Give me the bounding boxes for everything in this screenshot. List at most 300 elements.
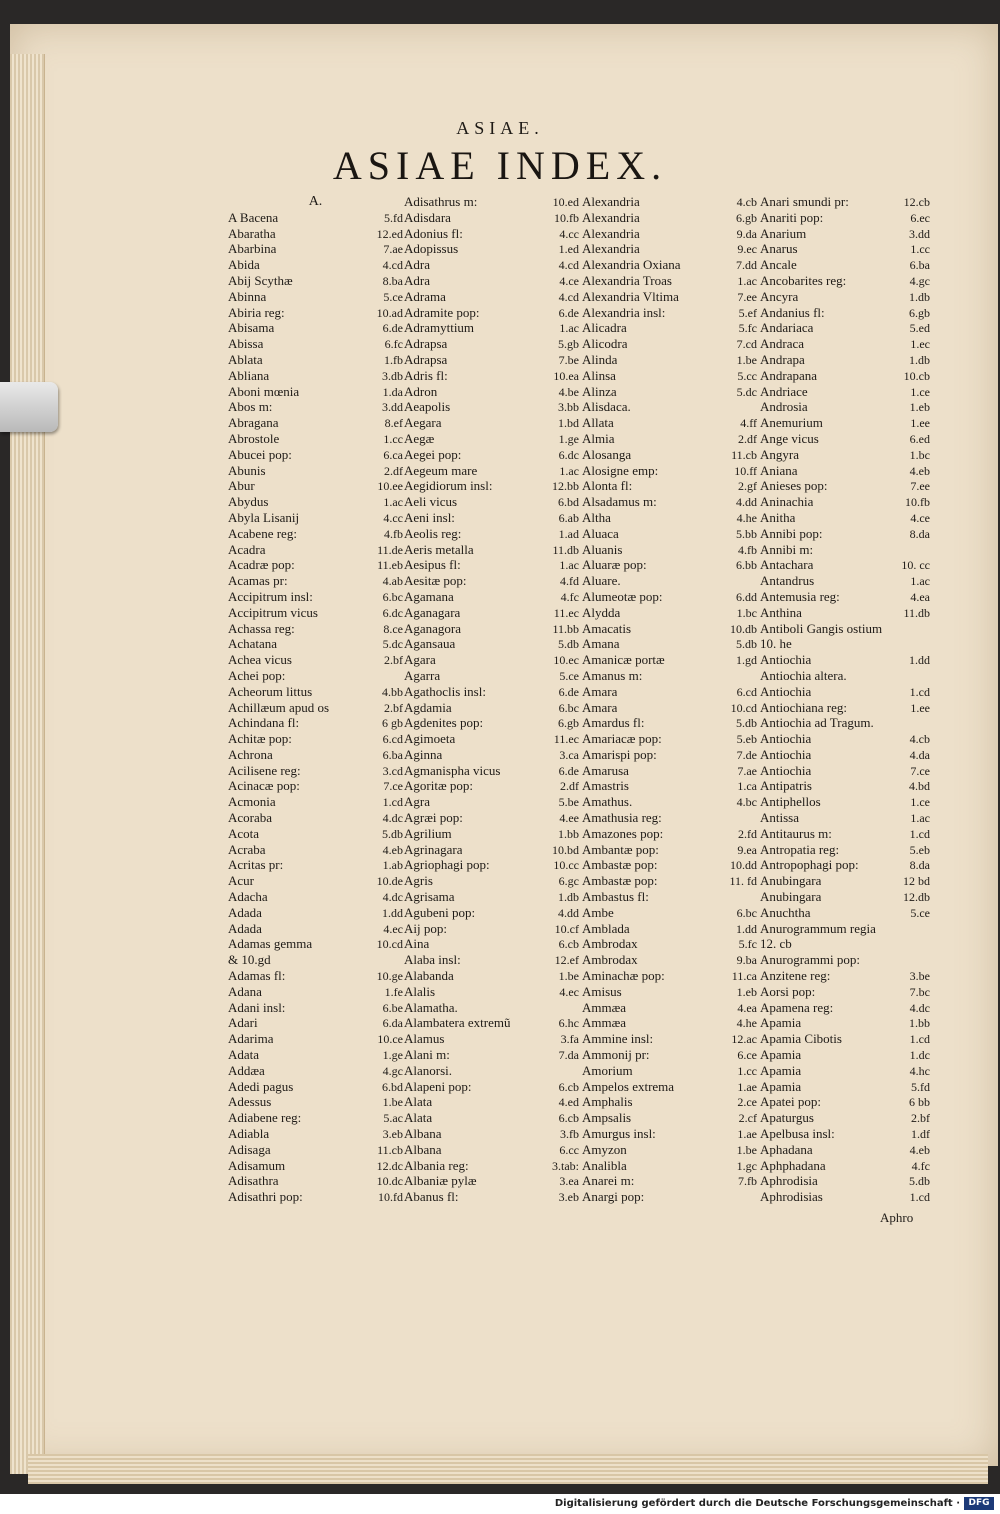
- index-entry: [404, 463, 579, 479]
- entry-name: Achatana: [228, 636, 278, 652]
- entry-reference: 11.db: [903, 605, 930, 620]
- entry-reference: 5.fd: [911, 1079, 930, 1094]
- index-entry: [404, 1142, 579, 1158]
- entry-reference: 6.da: [382, 1016, 403, 1031]
- index-entry: [582, 1189, 757, 1205]
- index-entry: [582, 336, 757, 352]
- index-entry: [228, 905, 403, 921]
- entry-reference: 1.ac: [559, 321, 579, 336]
- entry-reference: 1.ca: [737, 779, 757, 794]
- index-entry: [582, 684, 757, 700]
- entry-name: Anarus: [760, 241, 798, 257]
- entry-name: Albana: [404, 1141, 442, 1157]
- entry-reference: 7.bc: [909, 984, 930, 999]
- index-entry: [582, 241, 757, 257]
- entry-name: Ampsalis: [582, 1110, 632, 1126]
- entry-reference: 1.be: [558, 969, 579, 984]
- entry-reference: 6 bb: [909, 1095, 930, 1110]
- index-entry: [582, 1047, 757, 1063]
- index-entry: [582, 478, 757, 494]
- entry-name: Anitha: [760, 509, 796, 525]
- entry-reference: 9.ea: [737, 842, 757, 857]
- entry-name: Abissa: [228, 336, 264, 352]
- index-entry: [228, 352, 403, 368]
- index-entry: [228, 1189, 403, 1205]
- page-clip-tab: [0, 382, 58, 432]
- index-entry: [760, 526, 930, 542]
- index-entry: [228, 936, 403, 952]
- index-entry: [760, 842, 930, 858]
- index-entry: [582, 1110, 757, 1126]
- entry-name: Ambastus fl:: [582, 889, 649, 905]
- index-entry: [760, 226, 930, 242]
- entry-reference: 1.gc: [736, 1158, 757, 1173]
- index-entry: [228, 494, 403, 510]
- index-entry: [228, 794, 403, 810]
- entry-reference: 1.cc: [383, 431, 403, 446]
- entry-name: Adada: [228, 920, 262, 936]
- entry-reference: 7.be: [558, 352, 579, 367]
- entry-reference: 1.gd: [736, 653, 757, 668]
- index-entry: [582, 605, 757, 621]
- entry-name: Amariacæ pop:: [582, 731, 662, 747]
- entry-name: Anzitene reg:: [760, 968, 831, 984]
- index-entry: [582, 447, 757, 463]
- entry-reference: 4.ce: [910, 510, 930, 525]
- entry-name: Antiboli Gangis ostium: [760, 620, 883, 636]
- entry-reference: 4.cc: [383, 510, 403, 525]
- entry-name: Apamia Cibotis: [760, 1031, 842, 1047]
- index-entry: [582, 273, 757, 289]
- entry-reference: 7.ee: [910, 479, 930, 494]
- entry-name: Adron: [404, 383, 438, 399]
- entry-name: Aminachæ pop:: [582, 968, 665, 984]
- entry-name: Aij pop:: [404, 920, 447, 936]
- entry-name: Amathusia reg:: [582, 810, 662, 826]
- entry-name: Adisathrus m:: [404, 194, 478, 209]
- index-entry: [404, 210, 579, 226]
- index-entry: [760, 826, 930, 842]
- index-entry: [404, 1031, 579, 1047]
- entry-name: Aginna: [404, 746, 443, 762]
- index-entry: [582, 778, 757, 794]
- index-entry: [760, 542, 930, 558]
- entry-name: 10. he: [760, 636, 792, 652]
- index-entry: [404, 700, 579, 716]
- index-entry: [404, 1079, 579, 1095]
- entry-name: Acamas pr:: [228, 573, 288, 589]
- entry-reference: 6.bd: [382, 1079, 403, 1094]
- index-entry: [228, 289, 403, 305]
- index-entry: [404, 889, 579, 905]
- entry-name: Amastris: [582, 778, 629, 794]
- index-entry: [760, 1000, 930, 1016]
- index-entry: [404, 810, 579, 826]
- index-entry: [228, 605, 403, 621]
- entry-name: Albaniæ pylæ: [404, 1173, 477, 1189]
- entry-reference: 6.cd: [382, 732, 403, 747]
- index-entry: [404, 589, 579, 605]
- entry-reference: 4.be: [558, 384, 579, 399]
- index-entry: [404, 842, 579, 858]
- index-entry: [404, 352, 579, 368]
- index-entry: [228, 1063, 403, 1079]
- index-entry: [582, 715, 757, 731]
- index-entry: [404, 384, 579, 400]
- entry-name: Ambastæ pop:: [582, 873, 658, 889]
- entry-name: Antiochia altera.: [760, 667, 847, 683]
- entry-reference: 1.ad: [558, 526, 579, 541]
- index-entry: [228, 621, 403, 637]
- index-entry: [404, 305, 579, 321]
- entry-reference: 5.dc: [736, 384, 757, 399]
- page-edge-bottom: [28, 1454, 988, 1484]
- entry-reference: 7.ae: [737, 763, 757, 778]
- entry-reference: 6.ce: [737, 1048, 757, 1063]
- entry-name: Aegei pop:: [404, 446, 462, 462]
- entry-name: Antiochia: [760, 683, 812, 699]
- entry-name: Annibi m:: [760, 541, 814, 557]
- entry-name: Adrapsa: [404, 351, 448, 367]
- entry-reference: 4.eb: [909, 1142, 930, 1157]
- entry-reference: 1.bd: [558, 416, 579, 431]
- entry-name: Ampelos extrema: [582, 1078, 675, 1094]
- index-entry: [760, 1173, 930, 1189]
- index-entry: [582, 921, 757, 937]
- entry-name: Adisathri pop:: [228, 1189, 303, 1205]
- index-entry: [760, 1063, 930, 1079]
- index-entry: [404, 320, 579, 336]
- entry-name: Andriace: [760, 383, 808, 399]
- entry-name: Andrapana: [760, 367, 818, 383]
- index-entry: [404, 557, 579, 573]
- entry-name: Amorium: [582, 1062, 633, 1078]
- entry-reference: 12 bd: [903, 874, 930, 889]
- index-entry: [228, 1173, 403, 1189]
- entry-reference: 6.fc: [384, 337, 403, 352]
- entry-name: Alisdaca.: [582, 399, 631, 415]
- index-entry: [228, 1031, 403, 1047]
- entry-name: Aphphadana: [760, 1157, 826, 1173]
- index-entry: [582, 747, 757, 763]
- entry-reference: 6.cd: [736, 684, 757, 699]
- entry-reference: 1.ge: [558, 431, 579, 446]
- entry-name: Adamas gemma: [228, 936, 313, 952]
- entry-name: Achillæum apud os: [228, 699, 330, 715]
- index-entry: [404, 952, 579, 968]
- entry-reference: 12.bb: [552, 479, 579, 494]
- entry-name: Acilisene reg:: [228, 762, 301, 778]
- index-entry: [760, 794, 930, 810]
- entry-reference: 6.ba: [909, 258, 930, 273]
- index-entry: [228, 226, 403, 242]
- entry-reference: 7.ee: [737, 289, 757, 304]
- entry-reference: 3.dd: [382, 400, 403, 415]
- entry-name: Aphrodisias: [760, 1189, 823, 1205]
- entry-reference: 4.hc: [909, 1063, 930, 1078]
- entry-reference: 1.cd: [909, 684, 930, 699]
- index-entry: [582, 889, 757, 905]
- entry-reference: 12.db: [903, 890, 930, 905]
- index-entry: [404, 905, 579, 921]
- entry-name: Aegidiorum insl:: [404, 478, 493, 494]
- entry-reference: 4.dc: [909, 1000, 930, 1015]
- index-entry: [228, 305, 403, 321]
- entry-reference: 1.fe: [384, 984, 403, 999]
- index-entry: [228, 463, 403, 479]
- index-entry: [404, 715, 579, 731]
- index-entry: [582, 257, 757, 273]
- index-entry: [404, 1173, 579, 1189]
- entry-reference: 10.db: [730, 621, 757, 636]
- entry-reference: 10.ec: [553, 653, 579, 668]
- entry-reference: 3.cd: [382, 763, 403, 778]
- entry-reference: 12.ef: [554, 953, 579, 968]
- entry-name: Abaratha: [228, 225, 276, 241]
- entry-reference: 4.fc: [911, 1158, 930, 1173]
- index-entry: [404, 1015, 579, 1031]
- entry-reference: 3.eb: [382, 1127, 403, 1142]
- index-entry: [582, 352, 757, 368]
- entry-reference: 1.ac: [737, 273, 757, 288]
- entry-reference: 4.ff: [740, 416, 757, 431]
- index-entry: [760, 684, 930, 700]
- entry-name: Apamia: [760, 1047, 802, 1063]
- entry-name: Amarispi pop:: [582, 746, 657, 762]
- entry-name: Amphalis: [582, 1094, 633, 1110]
- entry-name: Agathoclis insl:: [404, 683, 486, 699]
- entry-reference: 2.df: [560, 779, 579, 794]
- entry-name: Acritas pr:: [228, 857, 284, 873]
- entry-reference: 1.ab: [382, 858, 403, 873]
- entry-name: Analibla: [582, 1157, 627, 1173]
- entry-name: Antandrus: [760, 573, 815, 589]
- entry-name: Abiria reg:: [228, 304, 285, 320]
- index-entry: [760, 952, 930, 968]
- entry-reference: 5.db: [736, 716, 757, 731]
- index-entry: [404, 873, 579, 889]
- entry-name: Amardus fl:: [582, 715, 645, 731]
- entry-name: Adisamum: [228, 1157, 286, 1173]
- entry-name: Aegæ: [404, 430, 435, 446]
- entry-name: Alosanga: [582, 446, 632, 462]
- entry-name: 12. cb: [760, 936, 792, 952]
- entry-reference: 10.cd: [730, 700, 757, 715]
- entry-name: Adisaga: [228, 1141, 271, 1157]
- index-entry: [404, 1110, 579, 1126]
- index-entry: [582, 810, 757, 826]
- entry-reference: 4.dc: [382, 811, 403, 826]
- entry-name: Acabene reg:: [228, 525, 297, 541]
- entry-name: Alabanda: [404, 968, 454, 984]
- entry-name: Adedi pagus: [228, 1078, 294, 1094]
- entry-reference: 1.ac: [910, 811, 930, 826]
- index-entry: [582, 857, 757, 873]
- entry-reference: 4.he: [736, 510, 757, 525]
- index-entry: [228, 984, 403, 1000]
- entry-reference: 6.cc: [559, 1142, 579, 1157]
- entry-name: Achindana fl:: [228, 715, 300, 731]
- entry-name: Amazones pop:: [582, 825, 664, 841]
- entry-reference: 6.ca: [383, 447, 403, 462]
- entry-reference: 4.bb: [382, 684, 403, 699]
- entry-name: Aniana: [760, 462, 798, 478]
- index-entry: [582, 210, 757, 226]
- entry-name: Antiochia: [760, 731, 812, 747]
- index-entry: [404, 447, 579, 463]
- index-column-1: [228, 194, 403, 1205]
- entry-name: Andariaca: [760, 320, 814, 336]
- entry-reference: 4.cd: [558, 258, 579, 273]
- entry-reference: 1.eb: [736, 984, 757, 999]
- index-entry: [404, 1189, 579, 1205]
- entry-name: Acraba: [228, 841, 266, 857]
- entry-name: Antropatia reg:: [760, 841, 840, 857]
- index-entry: [228, 210, 403, 226]
- index-entry: [582, 557, 757, 573]
- entry-reference: 4.cd: [382, 258, 403, 273]
- entry-name: Alexandria: [582, 225, 640, 241]
- entry-reference: 4.bc: [736, 795, 757, 810]
- entry-name: Antiochia: [760, 762, 812, 778]
- entry-name: Albania reg:: [404, 1157, 469, 1173]
- entry-reference: 1.ge: [382, 1048, 403, 1063]
- entry-reference: 9.ba: [736, 953, 757, 968]
- entry-reference: 1.ac: [559, 463, 579, 478]
- index-entry: [760, 273, 930, 289]
- index-entry: [582, 1126, 757, 1142]
- entry-reference: 12.cb: [903, 195, 930, 209]
- entry-reference: 5.ef: [738, 305, 757, 320]
- index-entry: [404, 257, 579, 273]
- entry-name: Alexandria: [582, 194, 640, 209]
- entry-reference: 7.dd: [736, 258, 757, 273]
- entry-name: & 10.gd: [228, 952, 271, 968]
- entry-name: Ambe: [582, 904, 614, 920]
- entry-name: Anarei m:: [582, 1173, 635, 1189]
- entry-name: Aluaræ pop:: [582, 557, 647, 573]
- entry-reference: 1.ae: [737, 1127, 757, 1142]
- index-entry: [760, 399, 930, 415]
- entry-reference: 10.cc: [553, 858, 579, 873]
- entry-name: Achei pop:: [228, 667, 286, 683]
- index-entry: [228, 715, 403, 731]
- entry-name: Almia: [582, 430, 615, 446]
- entry-reference: 1.ce: [910, 384, 930, 399]
- entry-name: Amyzon: [582, 1141, 627, 1157]
- entry-name: Ancyra: [760, 288, 799, 304]
- entry-reference: 5.fc: [738, 937, 757, 952]
- index-entry: [404, 1000, 579, 1016]
- index-entry: [760, 478, 930, 494]
- entry-name: Antissa: [760, 810, 799, 826]
- index-entry: [404, 336, 579, 352]
- entry-reference: 6.bc: [736, 905, 757, 920]
- index-entry: [760, 1094, 930, 1110]
- entry-reference: 4.fb: [384, 526, 403, 541]
- index-entry: [760, 289, 930, 305]
- index-entry: [404, 778, 579, 794]
- entry-name: Ambastæ pop:: [582, 857, 658, 873]
- entry-reference: 11.ec: [553, 732, 579, 747]
- entry-reference: 10.ad: [376, 305, 403, 320]
- entry-name: Aluare.: [582, 573, 621, 589]
- index-entry: [760, 384, 930, 400]
- entry-reference: 1.cd: [909, 1190, 930, 1205]
- entry-name: Acinacæ pop:: [228, 778, 300, 794]
- entry-reference: 10.cf: [554, 921, 579, 936]
- entry-name: Aegeum mare: [404, 462, 478, 478]
- entry-name: Aorsi pop:: [760, 983, 816, 999]
- entry-name: Alosigne emp:: [582, 462, 659, 478]
- catchword: Aphro: [880, 1210, 914, 1225]
- index-entry: [760, 605, 930, 621]
- entry-name: Agara: [404, 652, 436, 668]
- entry-reference: 7.ce: [910, 763, 930, 778]
- index-entry: [760, 1015, 930, 1031]
- entry-reference: 4.bd: [909, 779, 930, 794]
- dfg-logo[interactable]: DFG: [964, 1497, 994, 1510]
- entry-name: Amanicæ portæ: [582, 652, 665, 668]
- entry-reference: 2.fd: [738, 826, 757, 841]
- index-entry: [582, 952, 757, 968]
- entry-name: Abunis: [228, 462, 266, 478]
- index-entry: [228, 826, 403, 842]
- entry-name: Ange vicus: [760, 430, 819, 446]
- index-entry: [760, 873, 930, 889]
- index-entry: [228, 857, 403, 873]
- entry-reference: 6 gb: [382, 716, 403, 731]
- index-entry: [582, 731, 757, 747]
- entry-reference: 4.fb: [738, 542, 757, 557]
- entry-reference: 2.df: [384, 463, 403, 478]
- index-entry: [760, 1158, 930, 1174]
- entry-name: Agra: [404, 794, 430, 810]
- entry-name: Adacha: [228, 889, 268, 905]
- entry-reference: 6.dc: [382, 605, 403, 620]
- entry-reference: 8.da: [909, 526, 930, 541]
- entry-reference: 1.ee: [910, 700, 930, 715]
- index-entry: [760, 463, 930, 479]
- entry-name: Apelbusa insl:: [760, 1126, 835, 1142]
- entry-reference: 10.dc: [376, 1174, 403, 1189]
- entry-name: Aphadana: [760, 1141, 813, 1157]
- index-entry: [582, 399, 757, 415]
- index-entry: [228, 368, 403, 384]
- index-entry: [228, 1000, 403, 1016]
- entry-name: Abarbina: [228, 241, 277, 257]
- index-entry: [228, 842, 403, 858]
- index-entry: [760, 1031, 930, 1047]
- page-edge-left: [10, 54, 45, 1474]
- index-entry: [404, 542, 579, 558]
- index-entry: [582, 305, 757, 321]
- running-head: ASIAE.: [456, 118, 544, 138]
- index-entry: [582, 652, 757, 668]
- index-entry: [404, 194, 579, 210]
- index-entry: [228, 415, 403, 431]
- index-entry: [404, 826, 579, 842]
- entry-name: Andrapa: [760, 351, 805, 367]
- index-entry: [760, 936, 930, 952]
- entry-name: Aesipus fl:: [404, 557, 461, 573]
- entry-reference: 1.bc: [909, 447, 930, 462]
- entry-reference: 1.cc: [737, 1063, 757, 1078]
- entry-name: Anubingara: [760, 873, 822, 889]
- entry-reference: 10.bd: [552, 842, 579, 857]
- entry-reference: 6.bc: [382, 589, 403, 604]
- entry-name: Anuchtha: [760, 904, 811, 920]
